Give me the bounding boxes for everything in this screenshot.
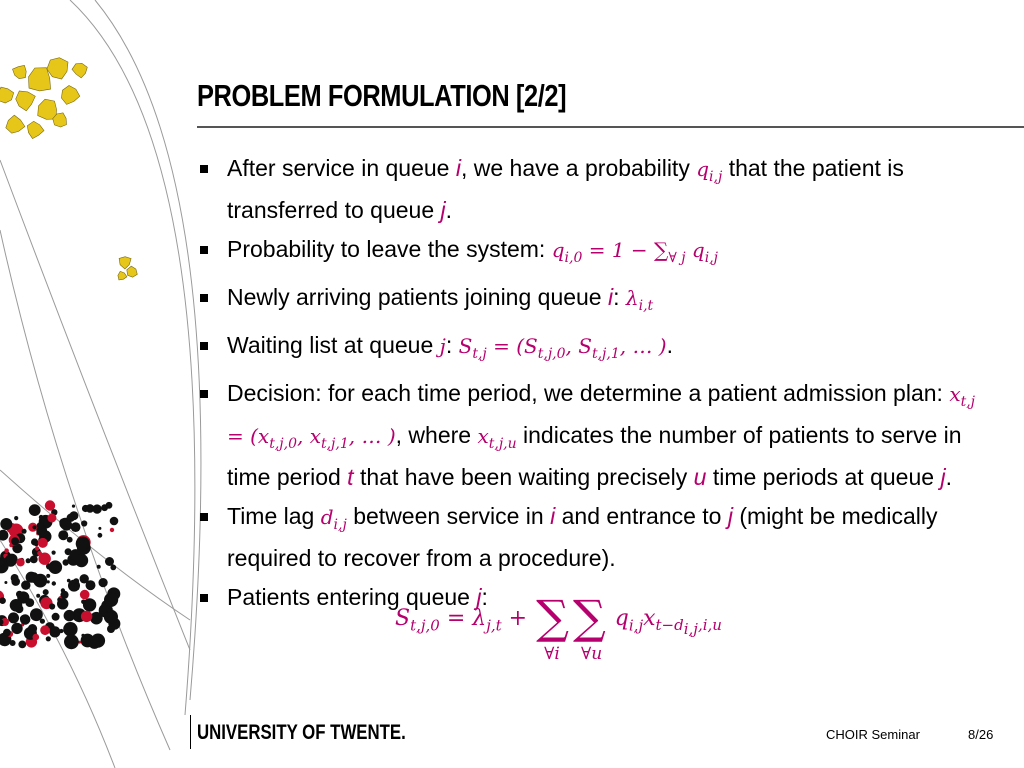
footer-event: CHOIR Seminar xyxy=(826,727,920,742)
decor-dot xyxy=(26,558,31,563)
decor-shape xyxy=(127,266,138,277)
decor-dot xyxy=(67,537,73,543)
decor-dot xyxy=(49,603,55,609)
decor-dot xyxy=(37,522,44,529)
decor-dot xyxy=(6,554,18,566)
bullet-marker xyxy=(200,342,208,350)
decor-dot xyxy=(45,500,55,510)
decor-dot xyxy=(52,551,56,555)
decor-dot xyxy=(67,514,75,522)
decor-dot xyxy=(38,538,48,548)
bullet-marker xyxy=(200,246,208,254)
decor-dot xyxy=(47,580,50,583)
decor-dot xyxy=(52,581,56,585)
decor-dot xyxy=(59,629,63,633)
decor-dot xyxy=(105,557,114,566)
var: j xyxy=(476,584,482,610)
math: $\lambda_{i,t}$ xyxy=(625,286,654,314)
sum-symbol: ∑ ∀u xyxy=(572,590,606,664)
decor-dot xyxy=(48,624,52,628)
decor-shape xyxy=(0,87,14,103)
decor-dot xyxy=(10,599,23,612)
math: $x_{t,j} = (x_{t,j,0}$, $x_{t,j,1}$, … ) xyxy=(227,382,976,452)
text: : xyxy=(445,332,459,358)
var: i xyxy=(455,155,461,181)
decor-dot xyxy=(16,558,24,566)
text: After service in queue xyxy=(227,155,456,181)
decor-dot xyxy=(64,634,79,649)
decor-dot xyxy=(37,551,42,556)
footer-divider xyxy=(190,715,191,749)
decor-dot xyxy=(71,522,81,532)
list-item xyxy=(197,500,997,575)
var: i xyxy=(608,284,614,310)
decor-dot xyxy=(49,560,63,574)
decor-dot xyxy=(88,637,100,649)
decor-dot xyxy=(57,598,61,602)
bullet-marker xyxy=(200,594,208,602)
decor-shape xyxy=(47,58,68,79)
decor-dot xyxy=(58,530,68,540)
list-item xyxy=(197,329,997,371)
decor-dot xyxy=(11,623,22,634)
decor-dot xyxy=(32,525,36,529)
decor-shape xyxy=(38,99,57,119)
decor-dot xyxy=(43,589,49,595)
page-title: PROBLEM FORMULATION [2/2] xyxy=(197,78,567,113)
decor-dot xyxy=(72,505,75,508)
text: . xyxy=(445,197,453,223)
decor-dot xyxy=(60,591,68,599)
decor-dot xyxy=(33,634,40,641)
content-list xyxy=(197,152,997,620)
decor-dot xyxy=(0,518,12,530)
text: , where xyxy=(395,422,478,448)
decor-dot xyxy=(29,573,39,583)
decor-dot xyxy=(36,594,40,598)
yellow-cluster-top xyxy=(0,58,87,139)
decor-dot xyxy=(11,537,19,545)
text: Time lag xyxy=(227,503,321,529)
decor-dot xyxy=(52,613,60,621)
title-divider xyxy=(197,126,1024,128)
math: $q_{i,0} = 1 - \sum_{\forall j}$ $q_{i,j}$ xyxy=(551,238,719,266)
decor-dot xyxy=(81,634,84,637)
decor-shape xyxy=(16,91,36,111)
decor-dot xyxy=(35,543,39,547)
decor-dot xyxy=(18,641,26,649)
list-item xyxy=(197,281,997,323)
text: , we have a probability xyxy=(460,155,697,181)
decor-dot xyxy=(11,577,20,586)
math: $d_{i,j}$ xyxy=(320,505,347,533)
decor-dot xyxy=(30,608,43,621)
var: j xyxy=(727,503,733,529)
var: i xyxy=(550,503,556,529)
var: j xyxy=(440,197,446,223)
decor-dot xyxy=(2,565,5,568)
list-item xyxy=(197,377,997,494)
text: Newly arriving patients joining queue xyxy=(227,284,608,310)
decor-dot xyxy=(104,610,118,624)
decor-dot xyxy=(25,598,34,607)
text: Patients entering queue xyxy=(227,584,477,610)
text: between service in xyxy=(346,503,551,529)
decor-dot xyxy=(8,612,19,623)
page-number: 8/26 xyxy=(968,727,994,742)
var: j xyxy=(940,464,946,490)
decor-dot xyxy=(81,600,86,605)
decor-dot xyxy=(39,515,44,520)
text: Waiting list at queue xyxy=(227,332,440,358)
decor-dot xyxy=(98,527,101,530)
decor-dot xyxy=(22,529,27,534)
decor-dot xyxy=(0,530,8,541)
decor-dot xyxy=(46,574,50,578)
decor-dot xyxy=(47,514,56,523)
var: t xyxy=(347,464,354,490)
decor-dot xyxy=(86,580,96,590)
bullet-marker xyxy=(200,390,208,398)
decor-dot xyxy=(80,590,90,600)
decor-dot xyxy=(73,578,79,584)
decor-dot xyxy=(20,615,28,623)
decor-shape xyxy=(119,257,131,269)
decor-dot xyxy=(104,593,118,607)
decor-dot xyxy=(4,548,9,553)
decor-dot xyxy=(81,611,92,622)
decor-dot xyxy=(81,520,87,526)
decor-shape xyxy=(118,271,127,280)
decor-dot xyxy=(14,516,18,520)
decor-dot xyxy=(75,554,88,567)
var: u xyxy=(693,464,707,490)
text: : xyxy=(481,584,488,610)
decor-dot xyxy=(99,578,108,587)
decor-shape xyxy=(27,121,44,138)
math: $x_{t,j,u}$ xyxy=(477,424,517,452)
text: . xyxy=(945,464,952,490)
list-item xyxy=(197,233,997,275)
text: that the patient is transferred to queue xyxy=(227,155,904,223)
text: : xyxy=(613,284,626,310)
decor-dot xyxy=(106,502,113,509)
decor-dot xyxy=(76,537,90,551)
decor-dot xyxy=(86,504,95,513)
text: Decision: for each time period, we determine a patient admission plan: xyxy=(227,380,950,406)
decor-dot xyxy=(4,581,7,584)
text: Probability to leave the system: xyxy=(227,236,552,262)
decor-dot xyxy=(98,533,103,538)
sum-symbol: ∑ ∀i xyxy=(536,590,569,664)
decor-shape xyxy=(13,65,27,78)
decor-dot xyxy=(107,609,111,613)
dot-cluster xyxy=(0,500,120,649)
decor-dot xyxy=(29,504,41,516)
decor-dot xyxy=(64,610,75,621)
equation: $S_{t,j,0} = \lambda_{j,t}$ + ∑ ∀i ∑ ∀u $q_{i,j}x_{t-d_{i,j},i,u}$ xyxy=(395,590,722,664)
math: $S_{t,j} = (S_{t,j,0}$, $S_{t,j,1}$, … ) xyxy=(458,334,667,362)
decor-dot xyxy=(46,636,51,641)
decor-shape xyxy=(61,86,79,105)
university-logo: UNIVERSITY OF TWENTE. xyxy=(197,721,406,744)
text: indicates the number of patients to serve in time period xyxy=(227,422,962,490)
text: that have been waiting precisely xyxy=(353,464,694,490)
decor-dot xyxy=(35,546,39,550)
bullet-marker xyxy=(200,513,208,521)
bullet-marker xyxy=(200,165,208,173)
bullet-marker xyxy=(200,294,208,302)
decor-shape xyxy=(72,63,87,78)
math: j xyxy=(439,334,446,358)
text: (might be medically required to recover from a procedure). xyxy=(227,503,938,571)
decor-dot xyxy=(97,565,101,569)
math: $q_{i,j}$ xyxy=(696,157,723,185)
decor-dot xyxy=(30,556,38,564)
list-item xyxy=(197,152,997,227)
decor-dot xyxy=(63,622,77,636)
decor-dot xyxy=(110,528,114,532)
decor-dot xyxy=(16,591,23,598)
decor-dot xyxy=(110,517,119,526)
text: and entrance to xyxy=(555,503,728,529)
text: . xyxy=(666,332,673,358)
yellow-cluster-small xyxy=(118,257,137,280)
decor-dot xyxy=(0,597,6,604)
text: time periods at queue xyxy=(706,464,941,490)
decor-dot xyxy=(10,640,16,646)
decor-shape xyxy=(29,68,51,91)
decor-dot xyxy=(3,629,11,637)
decor-shape xyxy=(6,115,25,133)
